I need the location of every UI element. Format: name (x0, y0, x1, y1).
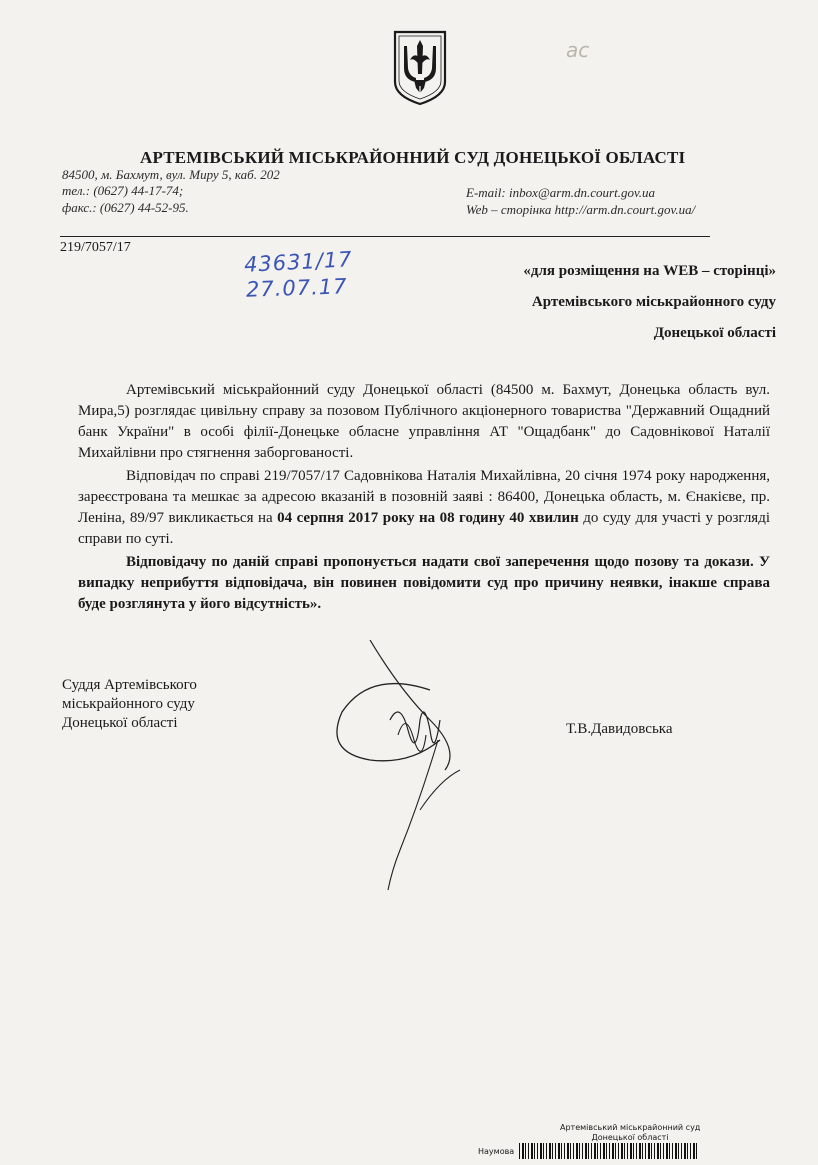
footer-stamp-line1: Артемівський міськрайонний суд (560, 1123, 701, 1132)
court-website: Web – сторінка http://arm.dn.court.gov.ua/ (466, 202, 696, 217)
judge-title-line3: Донецької області (62, 715, 178, 731)
judge-name: Т.В.Давидовська (566, 721, 673, 737)
court-address: 84500, м. Бахмут, вул. Миру 5, каб. 202 (62, 167, 280, 182)
clerk-name: Наумова (478, 1147, 515, 1156)
court-fax: факс.: (0627) 44-52-95. (62, 200, 189, 215)
notice-body (78, 380, 770, 615)
summons-text: Відповідач по справі 219/7057/17 Садовнікова Наталія Михайлівна, 20 січня 1974 року народження, зареєстрована та мешкає за адресою вказаній в позовній заяві : 86400, Донецька область, м. Єнакієве, пр. Леніна, 89/97 викликається на (78, 468, 770, 526)
footer-stamp-line2: Донецької області (591, 1133, 669, 1142)
hearing-datetime: 04 серпня 2017 року на 08 годину 40 хвилин (277, 510, 579, 526)
judge-title-line1: Суддя Артемівського (62, 677, 197, 693)
court-phone: тел.: (0627) 44-17-74; (62, 183, 184, 198)
web-note-line3: Донецької області (653, 325, 776, 341)
case-number: 219/7057/17 (60, 240, 131, 255)
paragraph-objections: Відповідачу по даній справі пропонується надати свої заперечення щодо позову та докази. У випадку неприбуття відповідача, він повинен повідомити суд про причину неявки, інакше справа буде розглянута у його відсутність». (78, 554, 770, 612)
handwritten-reg-number: 43631/17 (243, 247, 354, 277)
judge-title-line2: міськрайонного суду (62, 696, 195, 712)
paragraph-case-description: Артемівський міськрайонний суду Донецької області (84500 м. Бахмут, Донецька область вул. Мира,5) розглядає цивільну справу за позовом Публічного акціонерного товариства "Державний Ощадний банк України" в особі філії-Донецьке обласне управління АТ "Ощадбанк" до Садовнікової Наталії Михайлівни про стягнення заборгованості. (78, 382, 770, 461)
court-name-title: АРТЕМІВСЬКИЙ МІСЬКРАЙОННИЙ СУД ДОНЕЦЬКОЇ ОБЛАСТІ (140, 148, 686, 167)
header-divider (60, 236, 710, 237)
summons-text-end: до суду для участі у розгляді справи по суті. (78, 510, 771, 547)
paragraph-summons (78, 466, 770, 550)
coat-of-arms-icon (392, 30, 448, 106)
court-email: E-mail: inbox@arm.dn.court.gov.ua (466, 185, 655, 200)
web-note-line1: «для розміщення на WEB – сторінці» (523, 263, 776, 279)
web-note-line2: Артемівського міськрайонного суду (531, 294, 776, 310)
document-barcode (519, 1143, 697, 1159)
handwritten-reg-date: 27.07.17 (245, 274, 348, 302)
pencil-corner-mark: ас (566, 38, 590, 62)
judge-signature-icon (330, 640, 480, 890)
